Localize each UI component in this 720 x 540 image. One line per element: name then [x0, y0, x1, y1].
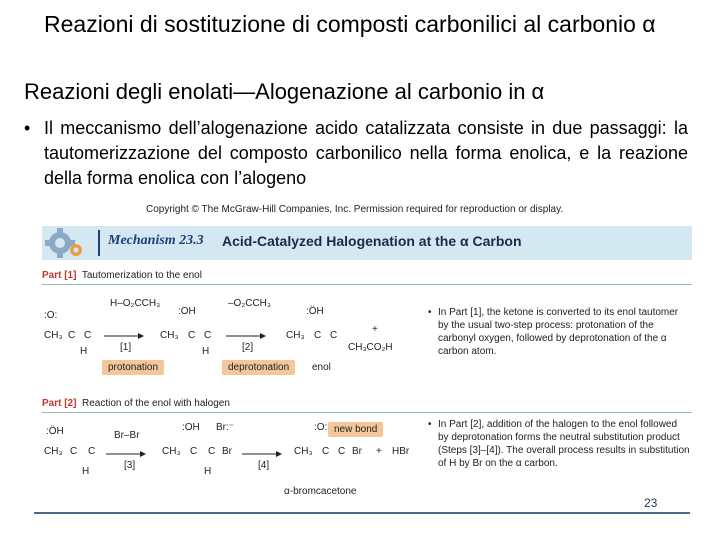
oxocarbenium-oxygen: :OH	[182, 422, 200, 433]
step4-label: [4]	[258, 460, 270, 471]
ch3-group-4: CH₃	[44, 446, 63, 457]
copyright-notice: Copyright © The McGraw-Hill Companies, Inc. Permission required for reproduction or display.	[146, 204, 564, 215]
mechanism-number: Mechanism 23.3	[108, 233, 204, 248]
part2-rule	[42, 412, 692, 413]
protonation-label: protonation	[102, 360, 164, 375]
carbonyl-oxygen: :O:	[44, 310, 58, 321]
alpha-hydrogen: H	[80, 346, 88, 357]
carbon-7: C	[322, 446, 330, 457]
part2-heading	[42, 398, 230, 409]
arrowhead-1	[138, 333, 144, 339]
mechanism-figure	[36, 200, 694, 500]
protonated-oxygen: :OH	[178, 306, 196, 317]
bromine-reagent: Br–Br	[114, 430, 140, 441]
bullet-marker: •	[24, 118, 31, 138]
enol-oxygen-2: :ÖH	[46, 426, 64, 437]
bullet-text: Il meccanismo dell’alogenazione acido catalizzata consiste in due passaggi: la tautomerizzazione del composto carbonilico nella forma enolica, e la reazione della forma enolica con l’alogeno	[44, 118, 688, 188]
carbon-8: C	[338, 446, 346, 457]
acetic-acid: CH₃CO₂H	[348, 342, 393, 353]
gear-icon	[44, 226, 84, 260]
bromine-atom-2: Br	[352, 446, 362, 457]
part2-tag: Part [2]	[42, 398, 77, 409]
part1-tag: Part [1]	[42, 270, 77, 281]
slide-subtitle: Reazioni degli enolati—Alogenazione al carbonio in α	[24, 79, 545, 104]
part1-note	[428, 306, 690, 358]
enol-oxygen: :ÖH	[306, 306, 324, 317]
new-bond-label: new bond	[328, 422, 383, 437]
bromide-ion: Br:⁻	[216, 422, 235, 433]
part1-rule	[42, 284, 692, 285]
step1-label: [1]	[120, 342, 132, 353]
hydrogen-3: H	[82, 466, 90, 477]
enol-label: enol	[312, 362, 331, 373]
arrowhead-2	[260, 333, 266, 339]
note1-text: In Part [1], the ketone is converted to its enol tautomer by the usual two-step process: protonation of the carbonyl oxygen, followed by deprotonation of the α carbon atom.	[438, 307, 679, 357]
plus-sign-1: +	[372, 324, 378, 335]
carbon-6: C	[208, 446, 216, 457]
carbon-2: C	[188, 330, 196, 341]
hydrogen-4: H	[204, 466, 212, 477]
ch3-group: CH₃	[44, 330, 63, 341]
note1-marker: •	[428, 307, 432, 318]
ch3-group-2: CH₃	[160, 330, 179, 341]
product-label: α-bromcacetone	[284, 486, 357, 497]
part1-heading	[42, 270, 202, 281]
note2-text: In Part [2], addition of the halogen to the enol followed by deprotonation forms the neutral substitution product (Steps [3]–[4]). The overall process results in substitution of H by Br on the α carbon.	[438, 419, 690, 469]
part1-title: Tautomerization to the enol	[81, 270, 202, 281]
part2-note	[428, 418, 690, 470]
mechanism-header	[42, 226, 692, 260]
page-number: 23	[644, 496, 658, 510]
ch3-group-6: CH₃	[294, 446, 313, 457]
acid-reagent: H–O₂CCH₃	[110, 298, 161, 309]
acetate-reagent: –O₂CCH₃	[228, 298, 271, 309]
carbon-5: C	[190, 446, 198, 457]
carbonyl-carbon: C	[68, 330, 76, 341]
enol-carbon-2: C	[70, 446, 78, 457]
part2-title: Reaction of the enol with halogen	[82, 398, 230, 409]
alpha-carbon: C	[84, 330, 92, 341]
slide-title: Reazioni di sostituzione di composti carbonilici al carbonio α	[44, 11, 656, 37]
mechanism-title: Acid-Catalyzed Halogenation at the α Carbon	[222, 233, 522, 249]
bromine-atom-1: Br	[222, 446, 232, 457]
plus-sign-2: +	[376, 446, 382, 457]
ch3-group-3: CH₃	[286, 330, 305, 341]
step3-label: [3]	[124, 460, 136, 471]
arrowhead-3	[140, 451, 146, 457]
note2-marker: •	[428, 419, 432, 430]
alpha-carbon-2: C	[204, 330, 212, 341]
ketone-oxygen: :O:	[314, 422, 328, 433]
hydrogen-2: H	[202, 346, 210, 357]
deprotonation-label: deprotonation	[222, 360, 295, 375]
arrowhead-4	[276, 451, 282, 457]
footer-rule	[34, 512, 690, 514]
header-divider	[98, 230, 100, 256]
enol-alpha-carbon: C	[330, 330, 338, 341]
enol-carbon: C	[314, 330, 322, 341]
enol-alpha-carbon-2: C	[88, 446, 96, 457]
ch3-group-5: CH₃	[162, 446, 181, 457]
bullet-item	[24, 116, 688, 191]
step2-label: [2]	[242, 342, 254, 353]
hydrogen-bromide: HBr	[392, 446, 410, 457]
